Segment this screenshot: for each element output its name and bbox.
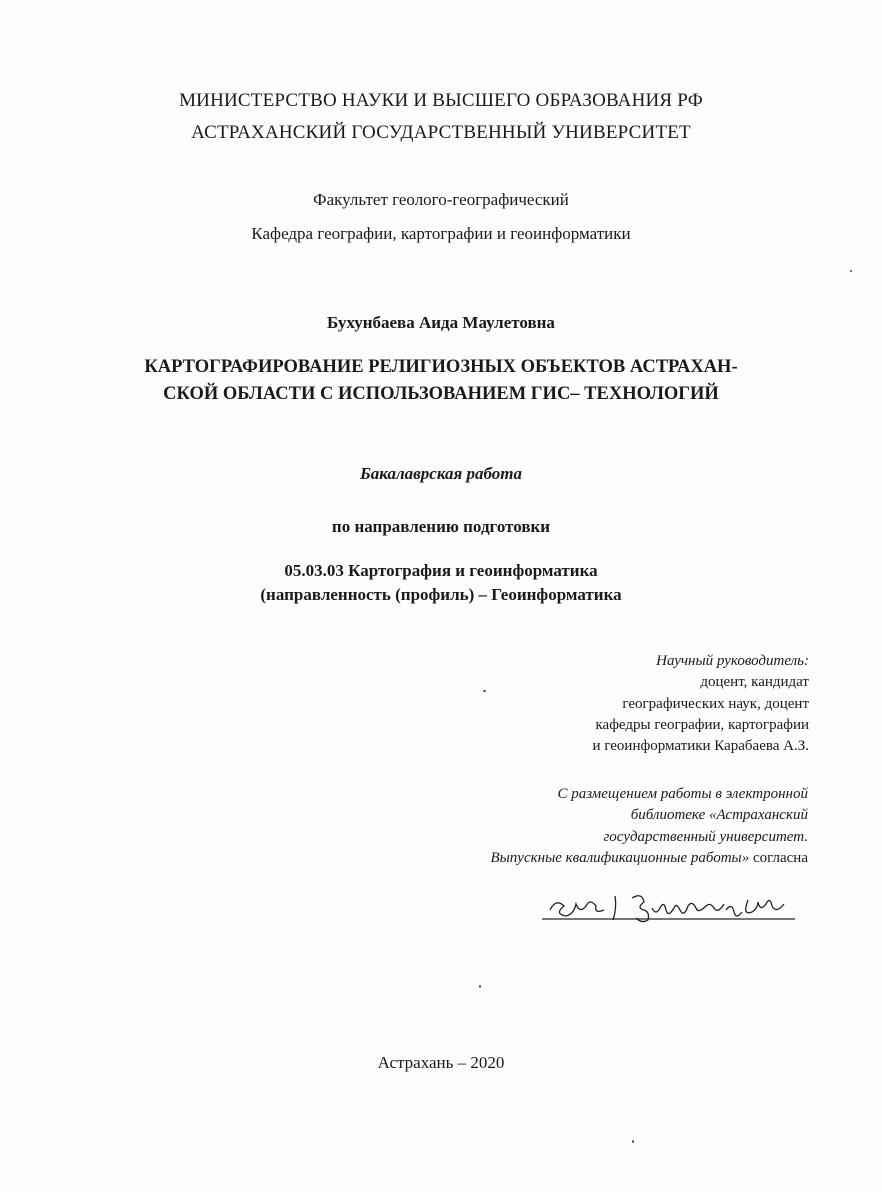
consent-line [490, 848, 808, 869]
consent-block [490, 784, 808, 869]
supervisor-line: кафедры географии, картографии [595, 716, 809, 733]
author-name: Бухунбаева Аида Маулетовна [327, 313, 555, 332]
supervisor-block [593, 651, 809, 757]
faculty-name: Факультет геолого-географический [313, 190, 569, 209]
supervisor-line: доцент, кандидат [700, 674, 809, 691]
handwritten-signature [540, 888, 800, 928]
scan-speck [850, 270, 852, 272]
scan-speck [479, 985, 481, 988]
scan-speck [632, 1140, 634, 1143]
supervisor-line: географических наук, доцент [622, 695, 809, 712]
supervisor-heading: Научный руководитель: [656, 653, 809, 669]
university-name: АСТРАХАНСКИЙ ГОСУДАРСТВЕННЫЙ УНИВЕРСИТЕТ [191, 122, 691, 143]
consent-line-text: Выпускные квалификационные работы» [490, 849, 750, 866]
place-and-year: Астрахань – 2020 [377, 1053, 505, 1072]
consent-line: библиотеке «Астраханский [630, 807, 808, 824]
consent-agreement: согласна [752, 849, 808, 866]
ministry-name: МИНИСТЕРСТВО НАУКИ И ВЫСШЕГО ОБРАЗОВАНИЯ РФ [179, 90, 703, 111]
direction-label: по направлению подготовки [331, 517, 551, 536]
thesis-title-line-2: СКОЙ ОБЛАСТИ С ИСПОЛЬЗОВАНИЕМ ГИС– ТЕХНОЛОГИЙ [163, 384, 719, 404]
supervisor-line: и геоинформатики Карабаева А.З. [592, 738, 809, 755]
consent-line: государственный университет. [603, 828, 808, 845]
department-name: Кафедра географии, картографии и геоинформатики [251, 224, 631, 243]
consent-line: С размещением работы в электронной [557, 786, 808, 802]
direction-code: 05.03.03 Картография и геоинформатика [284, 561, 598, 580]
work-type: Бакалаврская работа [359, 464, 523, 483]
scan-speck [483, 690, 486, 692]
direction-profile: (направленность (профиль) – Геоинформатика [260, 585, 622, 604]
thesis-title-line-1: КАРТОГРАФИРОВАНИЕ РЕЛИГИОЗНЫХ ОБЪЕКТОВ АСТРАХАН- [144, 357, 738, 377]
